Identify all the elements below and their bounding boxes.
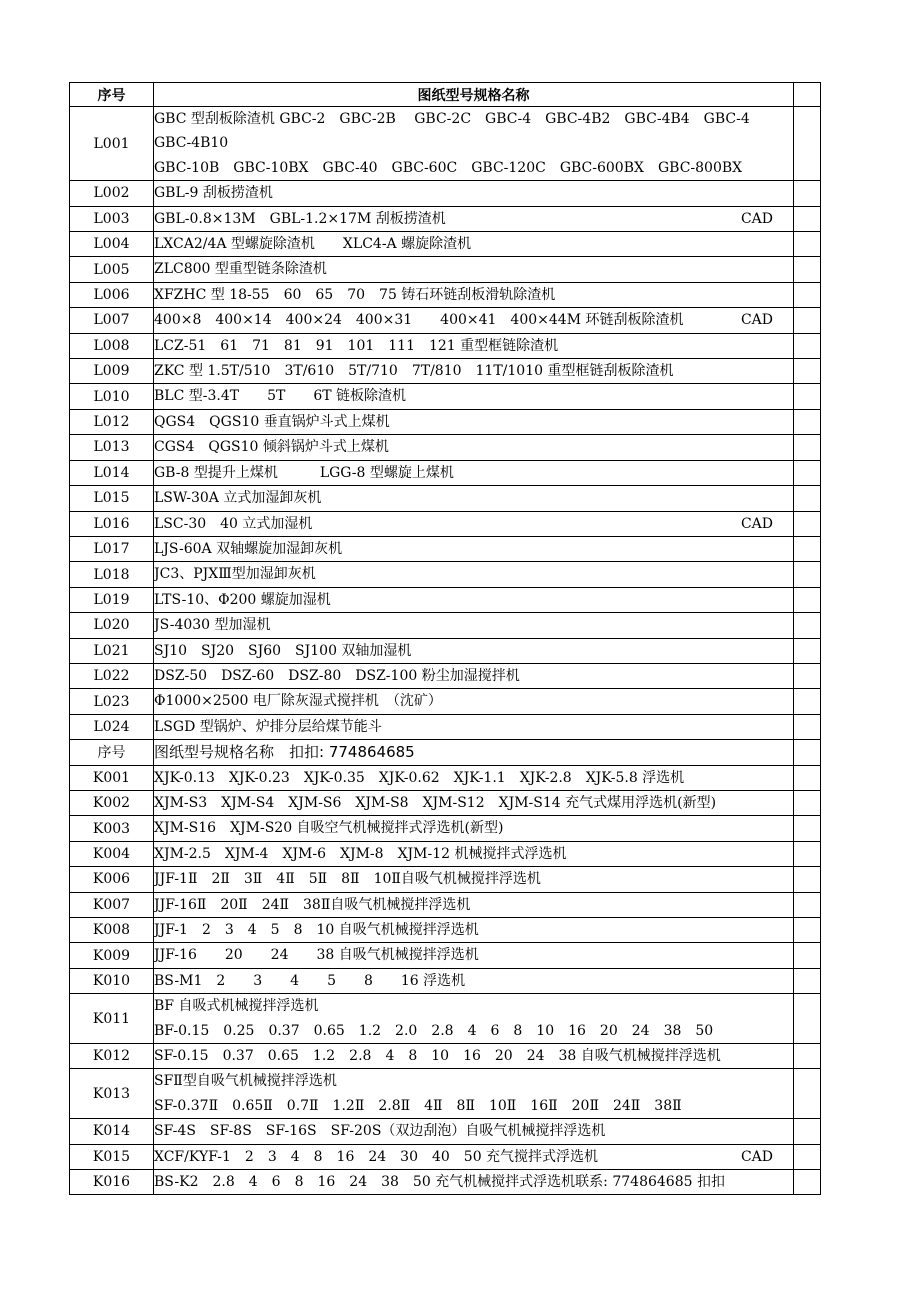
row-extra: [794, 714, 821, 739]
row-name: [154, 1044, 794, 1069]
row-code: L023: [70, 689, 154, 714]
row-extra: [794, 107, 821, 181]
table-row: [70, 257, 821, 282]
row-code: K015: [70, 1144, 154, 1169]
table-body: [70, 107, 821, 1195]
row-name-line: LSW-30A 立式加湿卸灰机: [154, 490, 322, 507]
row-name: [154, 308, 794, 333]
row-code: L014: [70, 460, 154, 485]
table-row: [70, 638, 821, 663]
row-name: [154, 511, 794, 536]
row-code: K003: [70, 816, 154, 841]
row-name: [154, 536, 794, 561]
row-name-line: GB-8 型提升上煤机 LGG-8 型螺旋上煤机: [154, 464, 454, 481]
row-extra: [794, 181, 821, 206]
row-name-line: JJF-16 20 24 38 自吸气机械搅拌浮选机: [154, 947, 479, 964]
row-code: K009: [70, 943, 154, 968]
row-name-line: SF-0.37Ⅱ 0.65Ⅱ 0.7Ⅱ 1.2Ⅱ 2.8Ⅱ 4Ⅱ 8Ⅱ 10Ⅱ 16Ⅱ 20Ⅱ 24Ⅱ 38Ⅱ: [154, 1097, 682, 1114]
table-row: [70, 587, 821, 612]
row-code: K012: [70, 1044, 154, 1069]
row-extra: [794, 486, 821, 511]
row-code: K014: [70, 1119, 154, 1144]
cad-tag: CAD: [740, 210, 773, 227]
row-name: [154, 232, 794, 257]
row-extra: [794, 918, 821, 943]
row-name-line: Φ1000×2500 电厂除灰湿式搅拌机 （沈矿）: [154, 693, 442, 710]
header-row: [70, 83, 821, 107]
row-name: [154, 816, 794, 841]
table-row: [70, 206, 821, 231]
row-name: [154, 689, 794, 714]
row-name: [154, 359, 794, 384]
row-extra: [794, 511, 821, 536]
row-name-line: XJM-S3 XJM-S4 XJM-S6 XJM-S8 XJM-S12 XJM-S14 充气式煤用浮选机(新型): [154, 794, 717, 811]
table-row: [70, 994, 821, 1044]
header-extra: [794, 83, 821, 107]
row-extra: [794, 1069, 821, 1119]
row-name: [154, 486, 794, 511]
row-name-line: BLC 型-3.4T 5T 6T 链板除渣机: [154, 388, 407, 405]
row-extra: [794, 562, 821, 587]
row-name: [154, 409, 794, 434]
row-name: [154, 790, 794, 815]
row-name-line: BS-M1 2 3 4 5 8 16 浮选机: [154, 972, 466, 989]
row-extra: [794, 587, 821, 612]
row-name: [154, 587, 794, 612]
row-code: L010: [70, 384, 154, 409]
row-code: K006: [70, 867, 154, 892]
row-name: [154, 1144, 794, 1169]
row-name-line: JJF-16Ⅱ 20Ⅱ 24Ⅱ 38Ⅱ自吸气机械搅拌浮选机: [154, 896, 471, 913]
row-code: K004: [70, 841, 154, 866]
row-name-line: JJF-1 2 3 4 5 8 10 自吸气机械搅拌浮选机: [154, 922, 479, 938]
row-name: [154, 333, 794, 358]
row-name: [154, 206, 794, 231]
row-name-line: GBC-10B GBC-10BX GBC-40 GBC-60C GBC-120C GBC-600BX GBC-800BX: [154, 159, 743, 176]
row-name-line: BS-K2 2.8 4 6 8 16 24 38 50 充气机械搅拌式浮选机联系: 774864685 扣扣: [154, 1174, 725, 1191]
row-extra: [794, 257, 821, 282]
row-name: [154, 765, 794, 790]
table-row: [70, 409, 821, 434]
table-row: [70, 511, 821, 536]
table-row: [70, 790, 821, 815]
row-name-line: CGS4 QGS10 倾斜锅炉斗式上煤机: [154, 439, 389, 456]
row-code: L003: [70, 206, 154, 231]
table-row: [70, 536, 821, 561]
row-name-line: SF-4S SF-8S SF-16S SF-20S（双边刮泡）自吸气机械搅拌浮选机: [154, 1123, 606, 1140]
row-extra: [794, 790, 821, 815]
row-name: [154, 740, 794, 765]
row-extra: [794, 536, 821, 561]
row-extra: [794, 1144, 821, 1169]
row-code: K011: [70, 994, 154, 1044]
table-row: [70, 562, 821, 587]
row-extra: [794, 1044, 821, 1069]
row-name-line: BF 自吸式机械搅拌浮选机: [154, 998, 319, 1015]
row-name-line: LSC-30 40 立式加湿机: [154, 515, 313, 532]
row-code: L022: [70, 663, 154, 688]
table-row: [70, 359, 821, 384]
table-row: [70, 816, 821, 841]
table-row: [70, 968, 821, 993]
row-name-line: DSZ-50 DSZ-60 DSZ-80 DSZ-100 粉尘加湿搅拌机: [154, 667, 520, 684]
row-name: [154, 1069, 794, 1119]
row-name-line: LTS-10、Φ200 螺旋加湿机: [154, 591, 331, 608]
row-code: L020: [70, 613, 154, 638]
row-code: L004: [70, 232, 154, 257]
row-code: L024: [70, 714, 154, 739]
header-code: 序号: [70, 83, 154, 107]
row-extra: [794, 638, 821, 663]
table-row: [70, 308, 821, 333]
table-row: [70, 282, 821, 307]
table-row: [70, 232, 821, 257]
row-extra: [794, 740, 821, 765]
row-name-line: BF-0.15 0.25 0.37 0.65 1.2 2.0 2.8 4 6 8 10 16 20 24 38 50: [154, 1022, 714, 1039]
table-row: [70, 689, 821, 714]
table-row: [70, 1119, 821, 1144]
row-name-line: GBL-9 刮板捞渣机: [154, 185, 273, 202]
row-extra: [794, 460, 821, 485]
row-code: L006: [70, 282, 154, 307]
row-name: [154, 282, 794, 307]
row-name-line: XJM-S16 XJM-S20 自吸空气机械搅拌式浮选机(新型): [154, 820, 504, 837]
table-row: [70, 384, 821, 409]
table-row: [70, 486, 821, 511]
row-name-line: GBC 型刮板除渣机 GBC-2 GBC-2B GBC-2C GBC-4 GBC-4B2 GBC-4B4 GBC-4: [154, 111, 750, 127]
table-row: [70, 333, 821, 358]
row-name: [154, 613, 794, 638]
row-name-line: JC3、PJXⅢ型加湿卸灰机: [154, 566, 316, 583]
table-row: [70, 1170, 821, 1195]
row-code: L016: [70, 511, 154, 536]
row-name-line: LCZ-51 61 71 81 91 101 111 121 重型框链除渣机: [154, 337, 559, 354]
row-name: [154, 663, 794, 688]
row-code: L005: [70, 257, 154, 282]
row-name: [154, 107, 794, 181]
row-name-line: JS-4030 型加湿机: [154, 617, 271, 634]
row-name-line: XJM-2.5 XJM-4 XJM-6 XJM-8 XJM-12 机械搅拌式浮选机: [154, 845, 567, 862]
row-extra: [794, 384, 821, 409]
row-name-line: LJS-60A 双轴螺旋加湿卸灰机: [154, 540, 343, 557]
row-code: K007: [70, 892, 154, 917]
row-code: 序号: [70, 740, 154, 765]
row-name-line: SJ10 SJ20 SJ60 SJ100 双轴加湿机: [154, 642, 412, 659]
row-name-line: LXCA2/4A 型螺旋除渣机 XLC4-A 螺旋除渣机: [154, 236, 472, 253]
header-name: 图纸型号规格名称: [154, 83, 794, 107]
row-name-line: QGS4 QGS10 垂直锅炉斗式上煤机: [154, 413, 390, 430]
row-code: K010: [70, 968, 154, 993]
table-row: [70, 714, 821, 739]
row-extra: [794, 308, 821, 333]
row-extra: [794, 435, 821, 460]
row-name-line: GBC-4B10: [154, 135, 229, 152]
row-name: [154, 435, 794, 460]
row-code: L008: [70, 333, 154, 358]
row-extra: [794, 994, 821, 1044]
row-name: [154, 841, 794, 866]
row-name: [154, 943, 794, 968]
table-row: [70, 663, 821, 688]
row-name: [154, 994, 794, 1044]
row-code: L001: [70, 107, 154, 181]
table-row: [70, 1069, 821, 1119]
row-code: K008: [70, 918, 154, 943]
row-code: K001: [70, 765, 154, 790]
row-name: [154, 638, 794, 663]
spec-table: [69, 82, 821, 1195]
row-extra: [794, 232, 821, 257]
table-row: [70, 435, 821, 460]
row-name: [154, 181, 794, 206]
table-row: [70, 107, 821, 181]
row-name: [154, 918, 794, 943]
row-extra: [794, 816, 821, 841]
row-name-line: XJK-0.13 XJK-0.23 XJK-0.35 XJK-0.62 XJK-1.1 XJK-2.8 XJK-5.8 浮选机: [154, 769, 685, 786]
row-extra: [794, 689, 821, 714]
row-name-line: ZLC800 型重型链条除渣机: [154, 261, 327, 278]
row-extra: [794, 765, 821, 790]
row-extra: [794, 867, 821, 892]
row-name: [154, 892, 794, 917]
row-code: K002: [70, 790, 154, 815]
table-row: [70, 740, 821, 765]
table-row: [70, 918, 821, 943]
row-name-line: GBL-0.8×13M GBL-1.2×17M 刮板捞渣机: [154, 210, 446, 227]
row-code: L017: [70, 536, 154, 561]
row-name: [154, 460, 794, 485]
row-name-line: SF-0.15 0.37 0.65 1.2 2.8 4 8 10 16 20 24 38 自吸气机械搅拌浮选机: [154, 1048, 721, 1065]
row-extra: [794, 968, 821, 993]
row-code: L015: [70, 486, 154, 511]
row-name-line: 400×8 400×14 400×24 400×31 400×41 400×44M 环链刮板除渣机: [154, 312, 684, 329]
row-code: K016: [70, 1170, 154, 1195]
row-code: L019: [70, 587, 154, 612]
row-code: L009: [70, 359, 154, 384]
row-extra: [794, 841, 821, 866]
row-name-line: ZKC 型 1.5T/510 3T/610 5T/710 7T/810 11T/1010 重型框链刮板除渣机: [154, 363, 674, 380]
cad-tag: CAD: [740, 1148, 773, 1165]
row-name-line: LSGD 型锅炉、炉排分层给煤节能斗: [154, 718, 382, 735]
row-extra: [794, 1170, 821, 1195]
row-code: L002: [70, 181, 154, 206]
table-row: [70, 1044, 821, 1069]
table-row: [70, 841, 821, 866]
table-row: [70, 613, 821, 638]
row-extra: [794, 206, 821, 231]
table-row: [70, 1144, 821, 1169]
row-name: [154, 1170, 794, 1195]
table-row: [70, 867, 821, 892]
row-extra: [794, 1119, 821, 1144]
row-name-line: JJF-1Ⅱ 2Ⅱ 3Ⅱ 4Ⅱ 5Ⅱ 8Ⅱ 10Ⅱ自吸气机械搅拌浮选机: [154, 871, 541, 888]
table-row: [70, 943, 821, 968]
row-extra: [794, 359, 821, 384]
row-code: L012: [70, 409, 154, 434]
row-name: [154, 968, 794, 993]
row-name-line: 图纸型号规格名称 扣扣: 774864685: [154, 743, 415, 762]
row-name-line: SFⅡ型自吸气机械搅拌浮选机: [154, 1073, 337, 1090]
row-extra: [794, 943, 821, 968]
row-name: [154, 867, 794, 892]
row-name: [154, 384, 794, 409]
row-code: L007: [70, 308, 154, 333]
row-name: [154, 714, 794, 739]
row-code: L021: [70, 638, 154, 663]
row-extra: [794, 333, 821, 358]
row-extra: [794, 663, 821, 688]
table-row: [70, 892, 821, 917]
row-code: L018: [70, 562, 154, 587]
row-extra: [794, 892, 821, 917]
row-name-line: XFZHC 型 18-55 60 65 70 75 铸石环链刮板滑轨除渣机: [154, 286, 556, 303]
row-code: L013: [70, 435, 154, 460]
cad-tag: CAD: [740, 515, 773, 532]
table-row: [70, 460, 821, 485]
row-extra: [794, 409, 821, 434]
row-extra: [794, 282, 821, 307]
table-row: [70, 181, 821, 206]
cad-tag: CAD: [740, 312, 773, 329]
row-name: [154, 1119, 794, 1144]
row-extra: [794, 613, 821, 638]
row-name: [154, 562, 794, 587]
row-name-line: XCF/KYF-1 2 3 4 8 16 24 30 40 50 充气搅拌式浮选机: [154, 1148, 599, 1165]
row-code: K013: [70, 1069, 154, 1119]
row-name: [154, 257, 794, 282]
table-row: [70, 765, 821, 790]
